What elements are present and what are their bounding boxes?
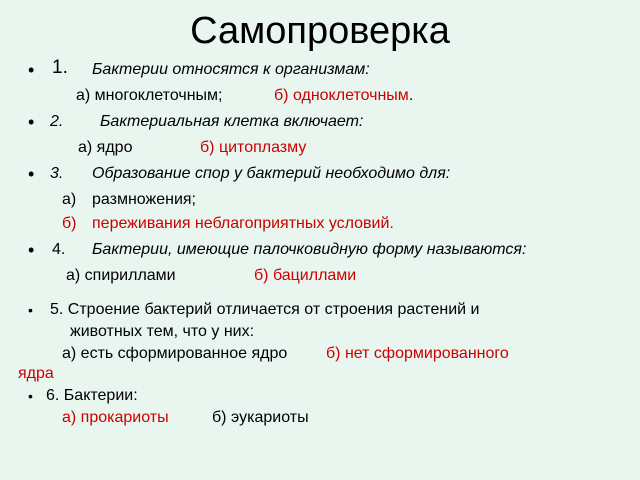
q2-option-b: б) цитоплазму: [200, 139, 307, 156]
q4-text: Бактерии, имеющие палочковидную форму называются:: [92, 241, 527, 258]
q1-text: Бактерии относятся к организмам:: [92, 61, 370, 78]
bullet-4: •: [28, 240, 35, 260]
bullet-6: •: [28, 388, 33, 404]
q5-option-b: б) нет сформированного: [326, 345, 509, 362]
q1-option-a: а) многоклеточным;: [76, 87, 223, 104]
q6-option-b: б) эукариоты: [212, 409, 309, 426]
q3-option-b: переживания неблагоприятных условий.: [92, 215, 394, 232]
q5-line1: 5. Строение бактерий отличается от строения растений и: [50, 301, 480, 318]
q6-option-a: а) прокариоты: [62, 409, 169, 426]
q3-option-b-label: б): [62, 215, 77, 232]
q4-number: 4.: [52, 241, 66, 258]
slide-title: Самопроверка: [190, 10, 450, 52]
q4-option-a: а) спириллами: [66, 267, 176, 284]
q5-option-b-continued: ядра: [18, 365, 54, 382]
q5-option-a: а) есть сформированное ядро: [62, 345, 288, 362]
q2-number: 2.: [50, 113, 64, 130]
q3-option-a-label: а): [62, 191, 77, 208]
q2-option-a: а) ядро: [78, 139, 133, 156]
bullet-5: •: [28, 302, 33, 318]
q1-option-b-suffix: .: [408, 87, 414, 104]
q1-option-b: б) одноклеточным: [274, 87, 409, 104]
bullet-3: •: [28, 164, 35, 184]
q4-option-b: б) бациллами: [254, 267, 357, 284]
q1-number: 1.: [52, 57, 68, 78]
bullet-2: •: [28, 112, 35, 132]
q5-line2: животных тем, что у них:: [70, 323, 255, 340]
q1-option-b-line: [274, 86, 413, 106]
q3-text: Образование спор у бактерий необходимо для:: [92, 165, 451, 182]
q3-number: 3.: [50, 165, 64, 182]
q2-text: Бактериальная клетка включает:: [100, 113, 364, 130]
q6-text: 6. Бактерии:: [46, 387, 138, 404]
bullet-1: •: [28, 60, 35, 80]
q3-option-a: размножения;: [92, 191, 196, 208]
